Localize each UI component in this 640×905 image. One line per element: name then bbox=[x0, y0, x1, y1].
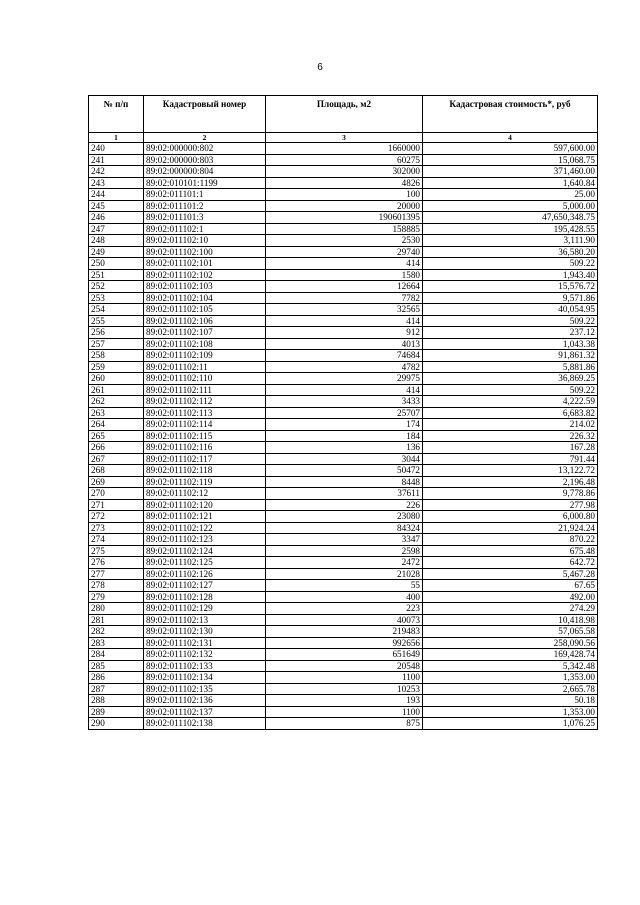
page-number: 6 bbox=[317, 62, 323, 73]
area-value: 302000 bbox=[266, 166, 423, 178]
row-number: 281 bbox=[89, 614, 144, 626]
table-row bbox=[89, 281, 598, 293]
table-row bbox=[89, 534, 598, 546]
row-number: 243 bbox=[89, 177, 144, 189]
table-row bbox=[89, 660, 598, 672]
cadastral-number: 89:02:011101:3 bbox=[144, 212, 266, 224]
cadastral-number: 89:02:011102:1 bbox=[144, 223, 266, 235]
table-row bbox=[89, 235, 598, 247]
table-row bbox=[89, 419, 598, 431]
row-number: 253 bbox=[89, 292, 144, 304]
column-number: 2 bbox=[144, 133, 266, 143]
table-row bbox=[89, 327, 598, 339]
cost-value: 169,428.74 bbox=[423, 649, 598, 661]
row-number: 282 bbox=[89, 626, 144, 638]
table-row bbox=[89, 649, 598, 661]
table-row bbox=[89, 499, 598, 511]
cost-value: 4,222.59 bbox=[423, 396, 598, 408]
cost-value: 675.48 bbox=[423, 545, 598, 557]
table-row bbox=[89, 396, 598, 408]
column-number: 4 bbox=[423, 133, 598, 143]
cost-value: 274.29 bbox=[423, 603, 598, 615]
cadastral-number: 89:02:011102:125 bbox=[144, 557, 266, 569]
cost-value: 50.18 bbox=[423, 695, 598, 707]
cost-value: 509.22 bbox=[423, 258, 598, 270]
cadastral-number: 89:02:011102:113 bbox=[144, 407, 266, 419]
row-number: 255 bbox=[89, 315, 144, 327]
cadastral-number: 89:02:011102:12 bbox=[144, 488, 266, 500]
cost-value: 2,665.78 bbox=[423, 683, 598, 695]
cost-value: 597,600.00 bbox=[423, 143, 598, 155]
cost-value: 791.44 bbox=[423, 453, 598, 465]
area-value: 40073 bbox=[266, 614, 423, 626]
table-row bbox=[89, 361, 598, 373]
table-row bbox=[89, 545, 598, 557]
cost-value: 5,467.28 bbox=[423, 568, 598, 580]
cost-value: 1,943.40 bbox=[423, 269, 598, 281]
column-number: 1 bbox=[89, 133, 144, 143]
area-value: 219483 bbox=[266, 626, 423, 638]
cadastral-number: 89:02:011102:134 bbox=[144, 672, 266, 684]
table-row bbox=[89, 718, 598, 730]
area-value: 184 bbox=[266, 430, 423, 442]
cadastral-number: 89:02:010101:1199 bbox=[144, 177, 266, 189]
row-number: 244 bbox=[89, 189, 144, 201]
cadastral-number: 89:02:011102:130 bbox=[144, 626, 266, 638]
cost-value: 36,869.25 bbox=[423, 373, 598, 385]
table-row bbox=[89, 304, 598, 316]
cadastral-number: 89:02:011102:129 bbox=[144, 603, 266, 615]
cadastral-number: 89:02:011102:108 bbox=[144, 338, 266, 350]
table-row bbox=[89, 143, 598, 155]
table-row bbox=[89, 177, 598, 189]
cadastral-number: 89:02:011101:1 bbox=[144, 189, 266, 201]
area-value: 8448 bbox=[266, 476, 423, 488]
cadastral-number: 89:02:011102:118 bbox=[144, 465, 266, 477]
table-row bbox=[89, 269, 598, 281]
area-value: 400 bbox=[266, 591, 423, 603]
cost-value: 642.72 bbox=[423, 557, 598, 569]
area-value: 1100 bbox=[266, 672, 423, 684]
area-value: 3044 bbox=[266, 453, 423, 465]
table-row bbox=[89, 603, 598, 615]
cadastral-number: 89:02:000000:804 bbox=[144, 166, 266, 178]
table-row bbox=[89, 407, 598, 419]
header-area: Площадь, м2 bbox=[266, 96, 423, 133]
column-number: 3 bbox=[266, 133, 423, 143]
cadastral-number: 89:02:011102:123 bbox=[144, 534, 266, 546]
cost-value: 509.22 bbox=[423, 384, 598, 396]
area-value: 20548 bbox=[266, 660, 423, 672]
table-row bbox=[89, 246, 598, 258]
table-row bbox=[89, 557, 598, 569]
cost-value: 15,068.75 bbox=[423, 154, 598, 166]
area-value: 1580 bbox=[266, 269, 423, 281]
cadastral-number: 89:02:011102:127 bbox=[144, 580, 266, 592]
row-number: 267 bbox=[89, 453, 144, 465]
table-row bbox=[89, 166, 598, 178]
cadastral-number: 89:02:011102:109 bbox=[144, 350, 266, 362]
area-value: 4826 bbox=[266, 177, 423, 189]
table-row bbox=[89, 373, 598, 385]
area-value: 226 bbox=[266, 499, 423, 511]
column-number-row bbox=[89, 133, 598, 143]
area-value: 23080 bbox=[266, 511, 423, 523]
table-row bbox=[89, 465, 598, 477]
cost-value: 237.12 bbox=[423, 327, 598, 339]
cost-value: 5,000.00 bbox=[423, 200, 598, 212]
area-value: 2598 bbox=[266, 545, 423, 557]
area-value: 651649 bbox=[266, 649, 423, 661]
table-row bbox=[89, 258, 598, 270]
table-row bbox=[89, 430, 598, 442]
table-row bbox=[89, 488, 598, 500]
area-value: 158885 bbox=[266, 223, 423, 235]
row-number: 251 bbox=[89, 269, 144, 281]
area-value: 12664 bbox=[266, 281, 423, 293]
table-row bbox=[89, 292, 598, 304]
table-header-row bbox=[89, 96, 598, 133]
cost-value: 57,065.58 bbox=[423, 626, 598, 638]
area-value: 414 bbox=[266, 384, 423, 396]
cost-value: 67.65 bbox=[423, 580, 598, 592]
cadastral-number: 89:02:011102:135 bbox=[144, 683, 266, 695]
table-row bbox=[89, 568, 598, 580]
row-number: 269 bbox=[89, 476, 144, 488]
row-number: 259 bbox=[89, 361, 144, 373]
cadastral-number: 89:02:011102:136 bbox=[144, 695, 266, 707]
cost-value: 47,650,348.75 bbox=[423, 212, 598, 224]
row-number: 262 bbox=[89, 396, 144, 408]
row-number: 263 bbox=[89, 407, 144, 419]
row-number: 288 bbox=[89, 695, 144, 707]
cost-value: 6,683.82 bbox=[423, 407, 598, 419]
cadastral-number: 89:02:011102:114 bbox=[144, 419, 266, 431]
cost-value: 167.28 bbox=[423, 442, 598, 454]
cost-value: 21,924.24 bbox=[423, 522, 598, 534]
cost-value: 6,000.80 bbox=[423, 511, 598, 523]
cost-value: 1,043.38 bbox=[423, 338, 598, 350]
row-number: 274 bbox=[89, 534, 144, 546]
row-number: 245 bbox=[89, 200, 144, 212]
row-number: 250 bbox=[89, 258, 144, 270]
cadastral-number: 89:02:011102:132 bbox=[144, 649, 266, 661]
cadastral-number: 89:02:011102:121 bbox=[144, 511, 266, 523]
cost-value: 10,418.98 bbox=[423, 614, 598, 626]
cadastral-number: 89:02:011102:138 bbox=[144, 718, 266, 730]
cost-value: 9,571.86 bbox=[423, 292, 598, 304]
row-number: 266 bbox=[89, 442, 144, 454]
table-row bbox=[89, 637, 598, 649]
area-value: 55 bbox=[266, 580, 423, 592]
row-number: 264 bbox=[89, 419, 144, 431]
area-value: 136 bbox=[266, 442, 423, 454]
cost-value: 1,353.00 bbox=[423, 706, 598, 718]
table-row bbox=[89, 614, 598, 626]
cost-value: 214.02 bbox=[423, 419, 598, 431]
cost-value: 36,580.20 bbox=[423, 246, 598, 258]
area-value: 21028 bbox=[266, 568, 423, 580]
row-number: 271 bbox=[89, 499, 144, 511]
cadastral-number: 89:02:011102:126 bbox=[144, 568, 266, 580]
cadastral-number: 89:02:011102:117 bbox=[144, 453, 266, 465]
row-number: 249 bbox=[89, 246, 144, 258]
row-number: 240 bbox=[89, 143, 144, 155]
row-number: 242 bbox=[89, 166, 144, 178]
cost-value: 870.22 bbox=[423, 534, 598, 546]
table-row bbox=[89, 683, 598, 695]
area-value: 7782 bbox=[266, 292, 423, 304]
row-number: 277 bbox=[89, 568, 144, 580]
cadastral-number: 89:02:011102:124 bbox=[144, 545, 266, 557]
row-number: 280 bbox=[89, 603, 144, 615]
cost-value: 1,076.25 bbox=[423, 718, 598, 730]
cadastral-number: 89:02:000000:802 bbox=[144, 143, 266, 155]
table-row bbox=[89, 522, 598, 534]
cadastral-number: 89:02:011102:103 bbox=[144, 281, 266, 293]
cadastral-number: 89:02:011101:2 bbox=[144, 200, 266, 212]
cadastral-number: 89:02:011102:100 bbox=[144, 246, 266, 258]
table-row bbox=[89, 695, 598, 707]
row-number: 252 bbox=[89, 281, 144, 293]
table-row bbox=[89, 154, 598, 166]
area-value: 992656 bbox=[266, 637, 423, 649]
area-value: 414 bbox=[266, 315, 423, 327]
row-number: 270 bbox=[89, 488, 144, 500]
cadastral-number: 89:02:011102:101 bbox=[144, 258, 266, 270]
cost-value: 13,122.72 bbox=[423, 465, 598, 477]
area-value: 912 bbox=[266, 327, 423, 339]
area-value: 190601395 bbox=[266, 212, 423, 224]
area-value: 20000 bbox=[266, 200, 423, 212]
cost-value: 91,861.32 bbox=[423, 350, 598, 362]
table-row bbox=[89, 189, 598, 201]
cost-value: 277.98 bbox=[423, 499, 598, 511]
cost-value: 25.00 bbox=[423, 189, 598, 201]
area-value: 32565 bbox=[266, 304, 423, 316]
cadastral-number: 89:02:011102:102 bbox=[144, 269, 266, 281]
cadastral-number: 89:02:011102:122 bbox=[144, 522, 266, 534]
cadastral-number: 89:02:011102:111 bbox=[144, 384, 266, 396]
table-body bbox=[89, 143, 598, 730]
table-row bbox=[89, 338, 598, 350]
cadastral-number: 89:02:011102:106 bbox=[144, 315, 266, 327]
row-number: 278 bbox=[89, 580, 144, 592]
cost-value: 5,881.86 bbox=[423, 361, 598, 373]
cost-value: 40,054.95 bbox=[423, 304, 598, 316]
row-number: 285 bbox=[89, 660, 144, 672]
area-value: 4013 bbox=[266, 338, 423, 350]
area-value: 223 bbox=[266, 603, 423, 615]
cost-value: 3,111.90 bbox=[423, 235, 598, 247]
table-row bbox=[89, 511, 598, 523]
area-value: 174 bbox=[266, 419, 423, 431]
cadastral-number: 89:02:011102:112 bbox=[144, 396, 266, 408]
row-number: 272 bbox=[89, 511, 144, 523]
cadastral-number: 89:02:011102:116 bbox=[144, 442, 266, 454]
table-row bbox=[89, 350, 598, 362]
table-row bbox=[89, 626, 598, 638]
area-value: 29740 bbox=[266, 246, 423, 258]
row-number: 283 bbox=[89, 637, 144, 649]
cadastral-number: 89:02:011102:131 bbox=[144, 637, 266, 649]
cadastral-number: 89:02:011102:105 bbox=[144, 304, 266, 316]
area-value: 74684 bbox=[266, 350, 423, 362]
cadastral-number: 89:02:011102:10 bbox=[144, 235, 266, 247]
cadastral-number: 89:02:011102:115 bbox=[144, 430, 266, 442]
cost-value: 226.32 bbox=[423, 430, 598, 442]
cost-value: 15,576.72 bbox=[423, 281, 598, 293]
row-number: 287 bbox=[89, 683, 144, 695]
row-number: 268 bbox=[89, 465, 144, 477]
row-number: 290 bbox=[89, 718, 144, 730]
row-number: 289 bbox=[89, 706, 144, 718]
table-row bbox=[89, 442, 598, 454]
row-number: 246 bbox=[89, 212, 144, 224]
area-value: 2472 bbox=[266, 557, 423, 569]
table-row bbox=[89, 223, 598, 235]
area-value: 100 bbox=[266, 189, 423, 201]
area-value: 25707 bbox=[266, 407, 423, 419]
table-row bbox=[89, 672, 598, 684]
row-number: 248 bbox=[89, 235, 144, 247]
table-row bbox=[89, 212, 598, 224]
row-number: 257 bbox=[89, 338, 144, 350]
cost-value: 258,090.56 bbox=[423, 637, 598, 649]
area-value: 37611 bbox=[266, 488, 423, 500]
cadastral-number: 89:02:011102:120 bbox=[144, 499, 266, 511]
row-number: 286 bbox=[89, 672, 144, 684]
row-number: 261 bbox=[89, 384, 144, 396]
cadastral-number: 89:02:011102:107 bbox=[144, 327, 266, 339]
area-value: 414 bbox=[266, 258, 423, 270]
table-row bbox=[89, 453, 598, 465]
table-row bbox=[89, 476, 598, 488]
table-row bbox=[89, 315, 598, 327]
table-row bbox=[89, 580, 598, 592]
area-value: 60275 bbox=[266, 154, 423, 166]
area-value: 29975 bbox=[266, 373, 423, 385]
cadastral-number: 89:02:011102:104 bbox=[144, 292, 266, 304]
cost-value: 492.00 bbox=[423, 591, 598, 603]
cadastral-number: 89:02:011102:133 bbox=[144, 660, 266, 672]
row-number: 258 bbox=[89, 350, 144, 362]
table-row bbox=[89, 384, 598, 396]
cadastral-table bbox=[88, 95, 598, 730]
table-row bbox=[89, 591, 598, 603]
area-value: 2530 bbox=[266, 235, 423, 247]
cost-value: 9,778.86 bbox=[423, 488, 598, 500]
cadastral-number: 89:02:011102:11 bbox=[144, 361, 266, 373]
area-value: 193 bbox=[266, 695, 423, 707]
area-value: 84324 bbox=[266, 522, 423, 534]
area-value: 4782 bbox=[266, 361, 423, 373]
cadastral-number: 89:02:011102:137 bbox=[144, 706, 266, 718]
area-value: 3347 bbox=[266, 534, 423, 546]
cadastral-number: 89:02:011102:13 bbox=[144, 614, 266, 626]
cost-value: 1,353.00 bbox=[423, 672, 598, 684]
cost-value: 371,460.00 bbox=[423, 166, 598, 178]
table-row bbox=[89, 200, 598, 212]
row-number: 241 bbox=[89, 154, 144, 166]
area-value: 10253 bbox=[266, 683, 423, 695]
header-cadastral-number: Кадастровый номер bbox=[144, 96, 266, 133]
row-number: 279 bbox=[89, 591, 144, 603]
cadastral-number: 89:02:011102:128 bbox=[144, 591, 266, 603]
area-value: 1660000 bbox=[266, 143, 423, 155]
cadastral-number: 89:02:000000:803 bbox=[144, 154, 266, 166]
area-value: 3433 bbox=[266, 396, 423, 408]
cost-value: 1,640.84 bbox=[423, 177, 598, 189]
area-value: 50472 bbox=[266, 465, 423, 477]
row-number: 247 bbox=[89, 223, 144, 235]
table-row bbox=[89, 706, 598, 718]
row-number: 275 bbox=[89, 545, 144, 557]
header-no: № п/п bbox=[89, 96, 144, 133]
cost-value: 2,196.48 bbox=[423, 476, 598, 488]
row-number: 254 bbox=[89, 304, 144, 316]
cost-value: 5,342.48 bbox=[423, 660, 598, 672]
header-cost: Кадастровая стоимость*, руб bbox=[423, 96, 598, 133]
row-number: 273 bbox=[89, 522, 144, 534]
cost-value: 195,428.55 bbox=[423, 223, 598, 235]
area-value: 875 bbox=[266, 718, 423, 730]
cadastral-number: 89:02:011102:119 bbox=[144, 476, 266, 488]
row-number: 276 bbox=[89, 557, 144, 569]
cost-value: 509.22 bbox=[423, 315, 598, 327]
area-value: 1100 bbox=[266, 706, 423, 718]
row-number: 265 bbox=[89, 430, 144, 442]
row-number: 256 bbox=[89, 327, 144, 339]
cadastral-number: 89:02:011102:110 bbox=[144, 373, 266, 385]
row-number: 260 bbox=[89, 373, 144, 385]
row-number: 284 bbox=[89, 649, 144, 661]
